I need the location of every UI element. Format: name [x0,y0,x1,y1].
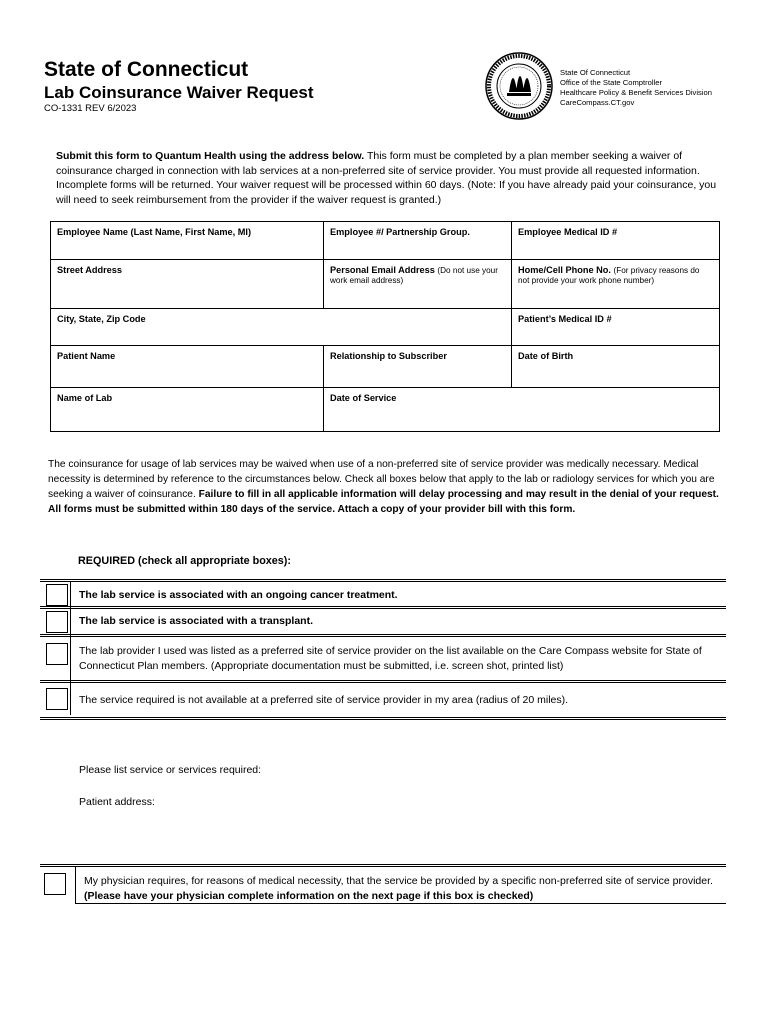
form-number: CO-1331 REV 6/2023 [44,103,137,114]
phone-label: Home/Cell Phone No. [518,265,611,275]
agency-line: State Of Connecticut [560,68,631,77]
agency-line: Healthcare Policy & Benefit Services Division [560,88,712,97]
dob-label: Date of Birth [518,351,574,361]
agency-info [560,68,712,108]
personal-email-field[interactable] [324,260,512,309]
street-address-label: Street Address [57,265,123,275]
divider [40,606,726,609]
agency-line: Office of the State Comptroller [560,78,663,87]
physician-text: My physician requires, for reasons of medical necessity, that the service be provided by a specific non-preferred site of service provider. [84,875,713,887]
checkbox-not-available[interactable] [46,688,68,710]
employee-medical-id-label: Employee Medical ID # [518,227,618,237]
relationship-field[interactable] [324,346,512,388]
option-separator [70,582,71,715]
street-address-field[interactable] [51,260,324,309]
employee-group-field[interactable] [324,222,512,260]
patient-name-label: Patient Name [57,351,116,361]
personal-email-label: Personal Email Address [330,265,435,275]
personal-email-note: (Do not use your work email address) [330,266,498,285]
phone-note: (For privacy reasons do not provide your work phone number) [518,266,700,285]
agency-website[interactable]: CareCompass.CT.gov [560,98,635,107]
patient-address-label: Patient address: [79,796,155,808]
intro-paragraph [56,149,720,207]
date-of-service-field[interactable] [324,388,720,432]
member-info-table [50,221,720,432]
option-cancer: The lab service is associated with an ongoing cancer treatment. [79,589,398,601]
checkbox-preferred-provider[interactable] [46,643,68,665]
option-physician [84,874,724,904]
divider [40,579,726,582]
divider [40,717,726,720]
phone-field[interactable] [512,260,720,309]
intro-bold: Submit this form to Quantum Health using the address below. [56,150,365,162]
date-of-service-label: Date of Service [330,393,397,403]
divider [40,864,726,867]
employee-name-label: Employee Name (Last Name, First Name, MI) [57,227,252,237]
state-seal-icon [485,52,553,120]
employee-medical-id-field[interactable] [512,222,720,260]
dob-field[interactable] [512,346,720,388]
divider [40,634,726,637]
option-not-available: The service required is not available at a preferred site of service provider in my area (radius of 20 miles). [79,694,569,706]
patient-medical-id-field[interactable] [512,309,720,346]
checkbox-cancer[interactable] [46,584,68,606]
services-required-label: Please list service or services required: [79,764,262,776]
form-subtitle: Lab Coinsurance Waiver Request [44,83,314,102]
city-state-zip-field[interactable] [51,309,512,346]
relationship-label: Relationship to Subscriber [330,351,447,361]
required-heading: REQUIRED (check all appropriate boxes): [78,555,291,567]
city-state-zip-label: City, State, Zip Code [57,314,146,324]
lab-name-label: Name of Lab [57,393,113,403]
form-title: State of Connecticut [44,58,249,81]
employee-name-field[interactable] [51,222,324,260]
checkbox-transplant[interactable] [46,611,68,633]
intro-text: This form must be completed by a plan member seeking a waiver of coinsurance charged in connection with lab services at a non-preferred site of service provider. You must provide all requested information. Incomplete forms will be returned. Your waiver request will be processed within 60 days. (Note: If you have already paid your coinsurance, you will need to seek reimbursement from the provider if the waiver request is granted.) [56,150,717,206]
patient-name-field[interactable] [51,346,324,388]
lab-name-field[interactable] [51,388,324,432]
explanation-text: The coinsurance for usage of lab services may be waived when use of a non-preferred site of service provider was medically necessary. Medical necessity is determined by reference to the circumstances below. Check all boxes below that apply to the lab or radiology services for which you are seeking a waiver of coinsurance. [48,459,715,500]
option-preferred-provider: The lab provider I used was listed as a preferred site of service provider on the list available on the Care Compass website for State of Connecticut Plan members. (Appropriate documentation must be submitted, i.e. screen shot, printed list) [79,645,702,672]
employee-group-label: Employee #/ Partnership Group. [330,227,470,237]
option-transplant: The lab service is associated with a transplant. [79,615,314,627]
explanation-bold: Failure to fill in all applicable information will delay processing and may result in the denial of your request. All forms must be submitted within 180 days of the service. Attach a copy of your provider bill with this form. [48,489,719,515]
physician-bold: (Please have your physician complete information on the next page if this box is checked) [84,890,534,902]
patient-medical-id-label: Patient’s Medical ID # [518,314,612,324]
option-separator [75,867,76,903]
checkbox-physician[interactable] [44,873,66,895]
explanation-paragraph [48,457,728,517]
divider [40,680,726,683]
